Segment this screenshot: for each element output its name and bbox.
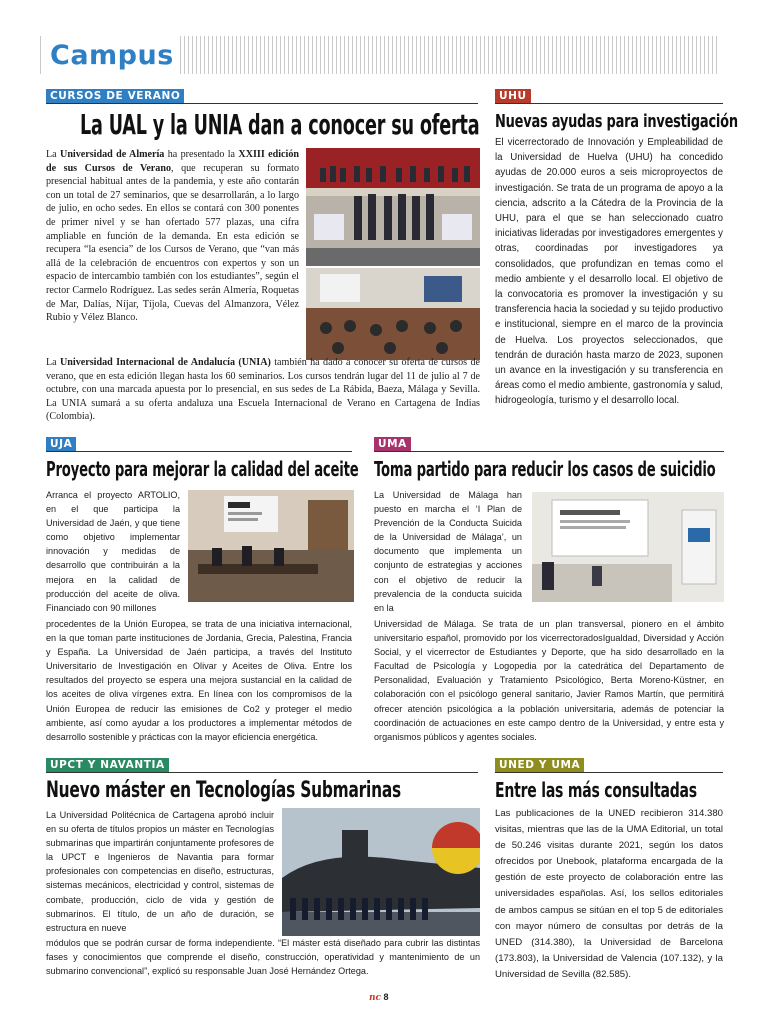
uja-conference-photo [188,490,354,602]
divider [46,451,352,452]
uhu-tag: UHU [495,89,531,103]
uhu-article-text: El vicerrectorado de Innovación y Empleabilidad de la Universidad de Huelva (UHU) ha concedido ayudas de 20.000 euros a seis microproyectos de investigación. Se trata de un programa de apoyo a la ciencia, adscrito a la Cátedra de la Provincia de la UHU, para el que se han seleccionado cuatro iniciativas lideradas por investigadores emergentes y otras, coordinadas por investigadores ya consolidados, que profundizan en temas como el medio ambiente y el desarrollo local. El objetivo de la convocatoria es promover la investigación y su transferencia hacia la sociedad y su tejido productivo e institucional, siempre en el marco de la provincia de Huelva. Los proyectos seleccionados, que tendrán de duración hasta marzo de 2023, suponen un avance en la investigación y su transferencia en áreas como el medio ambiente, gastronomía y salud, hidrogeología, turismo y el desarrollo local. [495,137,723,407]
uma-article-text-intro: La Universidad de Málaga han puesto en marcha el ‘I Plan de Prevención de la Conducta Suicida de la Universidad de Málaga’, un documento que implementa un conjunto de estrategias y acciones con el objetivo de reducir la prevalencia de la conducta suicida en la [374,490,522,613]
divider [46,772,478,773]
ual-headline: La UAL y la UNIA dan a conocer su oferta [80,108,480,141]
upct-article-text-intro: La Universidad Politécnica de Cartagena aprobó incluir en su oferta de títulos propios un máster en Tecnologías submarinas que impartirán conjuntamente profesores de la UPCT e Ingenieros de Navantia para formar profesionales con competencias en diseño, estructuras, sistemas mecánicos, electricidad y control, sistemas de combate, producción, ciclo de vida y gestión de submarinos. El título, de un año de duración, se estructura en nueve [46,810,274,933]
upct-article-text: módulos que se podrán cursar de forma independiente. “El máster está diseñado para cubrir las distintas fases y conocimientos que comprende el diseño, construcción, operatividad y mantenimiento de un submarino convencional”, explicó su responsable Juan José Hernández Ortega. [46,938,480,977]
divider [495,103,723,104]
uhu-headline: Nuevas ayudas para investigación [495,111,738,132]
uma-article-text: Universidad de Málaga. Se trata de un plan transversal, pionero en el ámbito universitario español, promovido por los vicerrectoradosIgualdad, Diversidad y Acción Social, y el vicerrector de Estudiantes y Deporte, que ha sido desarrollado en la Facultad de Psicología y Logopedia por la catedrática del Departamento de Personalidad, Evaluación y Tratamiento Psicológico, Berta Moreno-Küstner, en colaboración con el psicólogo general sanitario, Javier Ramos Martín, que permitirá ofrecer atención psicológica a la población universitaria, además de potenciar la coordinación de actuaciones en este campo dentro de la Universidad, y entre esta y organismos públicos y agentes sociales. [374,619,724,742]
divider [495,772,723,773]
upct-navantia-tag: UPCT Y NAVANTIA [46,758,169,772]
unia-article-text: La Universidad Internacional de Andalucía (UNIA) también ha dado a conocer su oferta de cursos de verano, que en esta edición llegan hasta los 60 seminarios. Los cursos tendrán lugar del 11 de julio al 7 de octubre, con una marcada apuesta por lo presencial, en sus sedes de La Rábida, Baeza, Málaga y Sevilla. La UNIA sumará a su oferta andaluza una Escuela Internacional de Verano en Cartagena de Indias (Colombia). [46,357,480,423]
uja-headline: Proyecto para mejorar la calidad del aceite [46,457,359,481]
page-number: 8 [383,992,389,1002]
magazine-logo: nc [369,993,382,1003]
uma-tag: UMA [374,437,411,451]
uja-tag: UJA [46,437,76,451]
uma-headline: Toma partido para reducir los casos de suicidio [374,457,716,481]
uned-article-text: Las publicaciones de la UNED recibieron 314.380 visitas, mientras que las de la UMA Editorial, un total de 50.246 visitas durante 2021, según los datos ofrecidos por Unebook, plataforma encargada de la gestión de este proyecto de colaboración entre las universidades españolas. Así, los sellos editoriales de ambos campus se sitúan en el top 5 de editoriales con mayor número de consultas por detrás de la UNED (314.380), la Universidad de Barcelona (173.803), la Universidad de Valencia (107.132), y la Universidad de Sevilla (82.585). [495,808,723,980]
uned-uma-tag: UNED Y UMA [495,758,584,772]
cursos-verano-tag: CURSOS DE VERANO [46,89,184,103]
section-title: Campus [44,36,180,74]
upct-headline: Nuevo máster en Tecnologías Submarinas [46,778,402,803]
uma-presentation-photo [532,492,724,602]
submarine-photo [282,808,480,936]
uned-headline: Entre las más consultadas [495,778,697,802]
unia-lecture-photo [306,268,480,360]
ual-presentation-photo [306,148,480,266]
divider [46,103,478,104]
ual-article-text: La Universidad de Almería ha presentado la XXIII edición de sus Cursos de Verano, que recuperan su formato presencial habitual antes de la pandemia, y este año contarán con un total de 27 seminarios, que se desarrollarán, a lo largo de julio, en ocho sedes. En ellos se contará con 300 ponentes de primer nivel y se han ofertado 577 plazas, una cifra ampliable en función de la demanda. En esta edición se recupera “la esencia” de los Cursos de Verano, que “van más allá de la celebración de encuentros con expertos y son un espacio de intercambio también con los estudiantes”, según el rector Carmelo Rodríguez. Las sedes serán Almería, Roquetas de Mar, Dalías, Níjar, Tíjola, Cuevas del Almanzora, Vélez Rubio y Vélez Blanco. [46,149,299,324]
uja-article-text-intro: Arranca el proyecto ARTOLIO, en el que participa la Universidad de Jaén, y que tiene como objetivo implementar innovación y medidas de desarrollo que contribuirán a la mejora en la calidad de producción del aceite de oliva. Financiado con 90 millones [46,490,180,613]
divider [374,451,724,452]
uja-article-text: procedentes de la Unión Europea, se trata de una iniciativa internacional, en la que toman parte instituciones de Jordania, Grecia, Palestina, Francia y España. La Universidad de Jaén participa, a través del Instituto Universitario de Investigación en Olivar y Aceites de Oliva. Entre los resultados del proyecto se espera una mejora sustancial en la calidad de los aceites de oliva vírgenes extra. En línea con los compromisos de la Unión Europea de reducir las emisiones de Co2 y proteger el medio ambiente, así como ayudar a los productores a implementar métodos de desarrollo sostenible y prácticas con la mayor eficiencia energética. [46,619,352,742]
page-footer [369,992,389,1003]
